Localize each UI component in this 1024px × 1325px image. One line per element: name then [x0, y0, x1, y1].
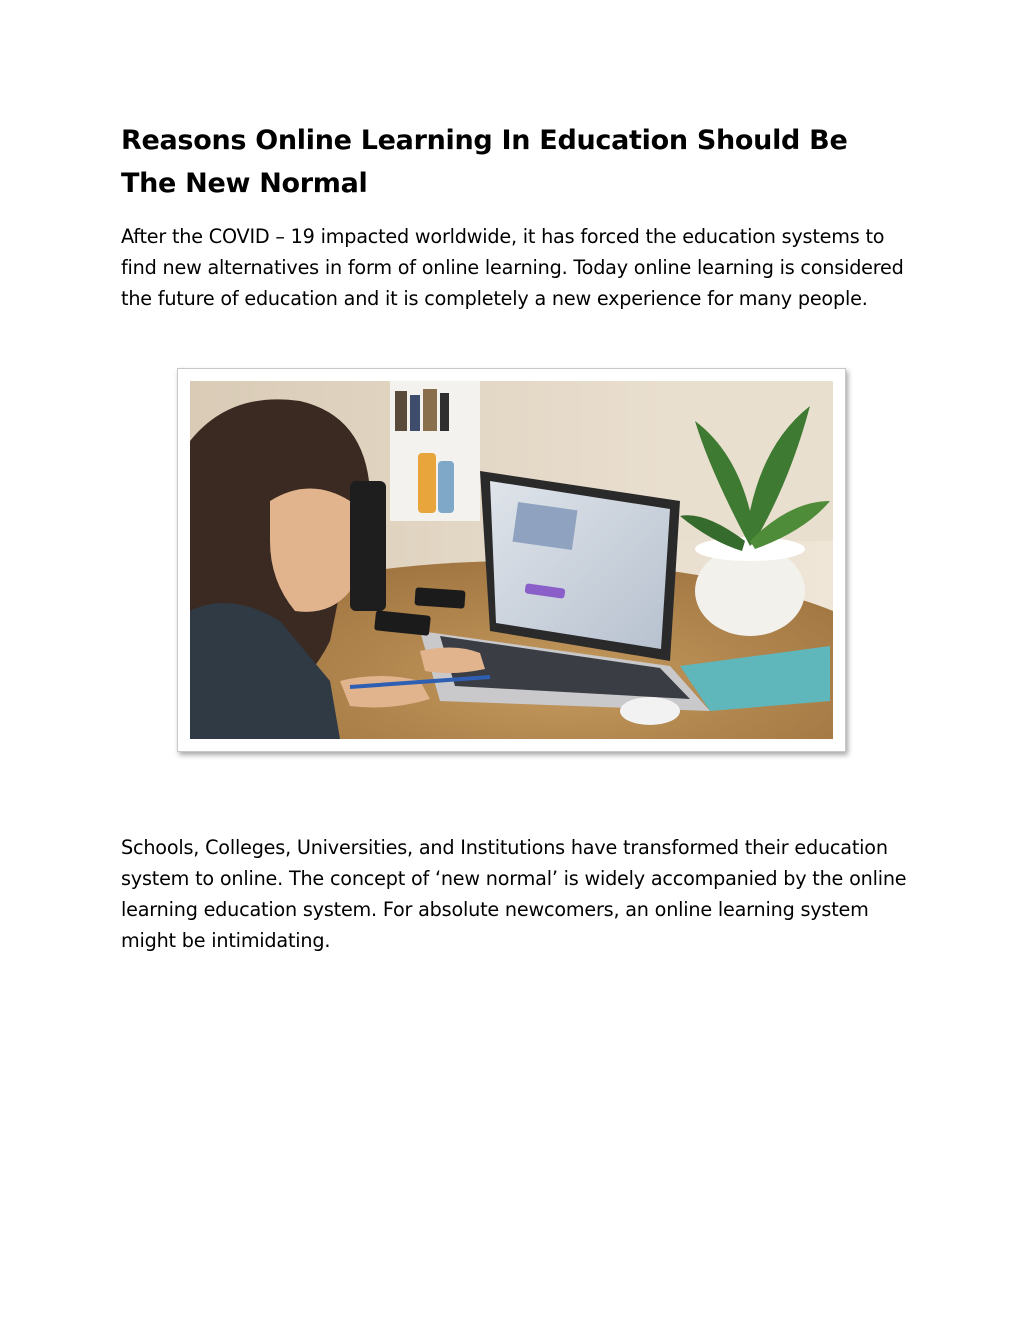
article-photo — [177, 368, 846, 752]
intro-paragraph: After the COVID – 19 impacted worldwide, it has forced the education systems to find new alternatives in form of online learning. Today online learning is considered the future of education and it is completely a new experience for many people. — [121, 225, 904, 310]
body-paragraph: Schools, Colleges, Universities, and Institutions have transformed their education system to online. The concept of ‘new normal’ is widely accompanied by the online learning education system. For absolute newcomers, an online learning system might be intimidating. — [121, 836, 907, 952]
photo-illustration — [190, 381, 833, 739]
page-title: Reasons Online Learning In Education Should Be The New Normal — [121, 125, 848, 199]
